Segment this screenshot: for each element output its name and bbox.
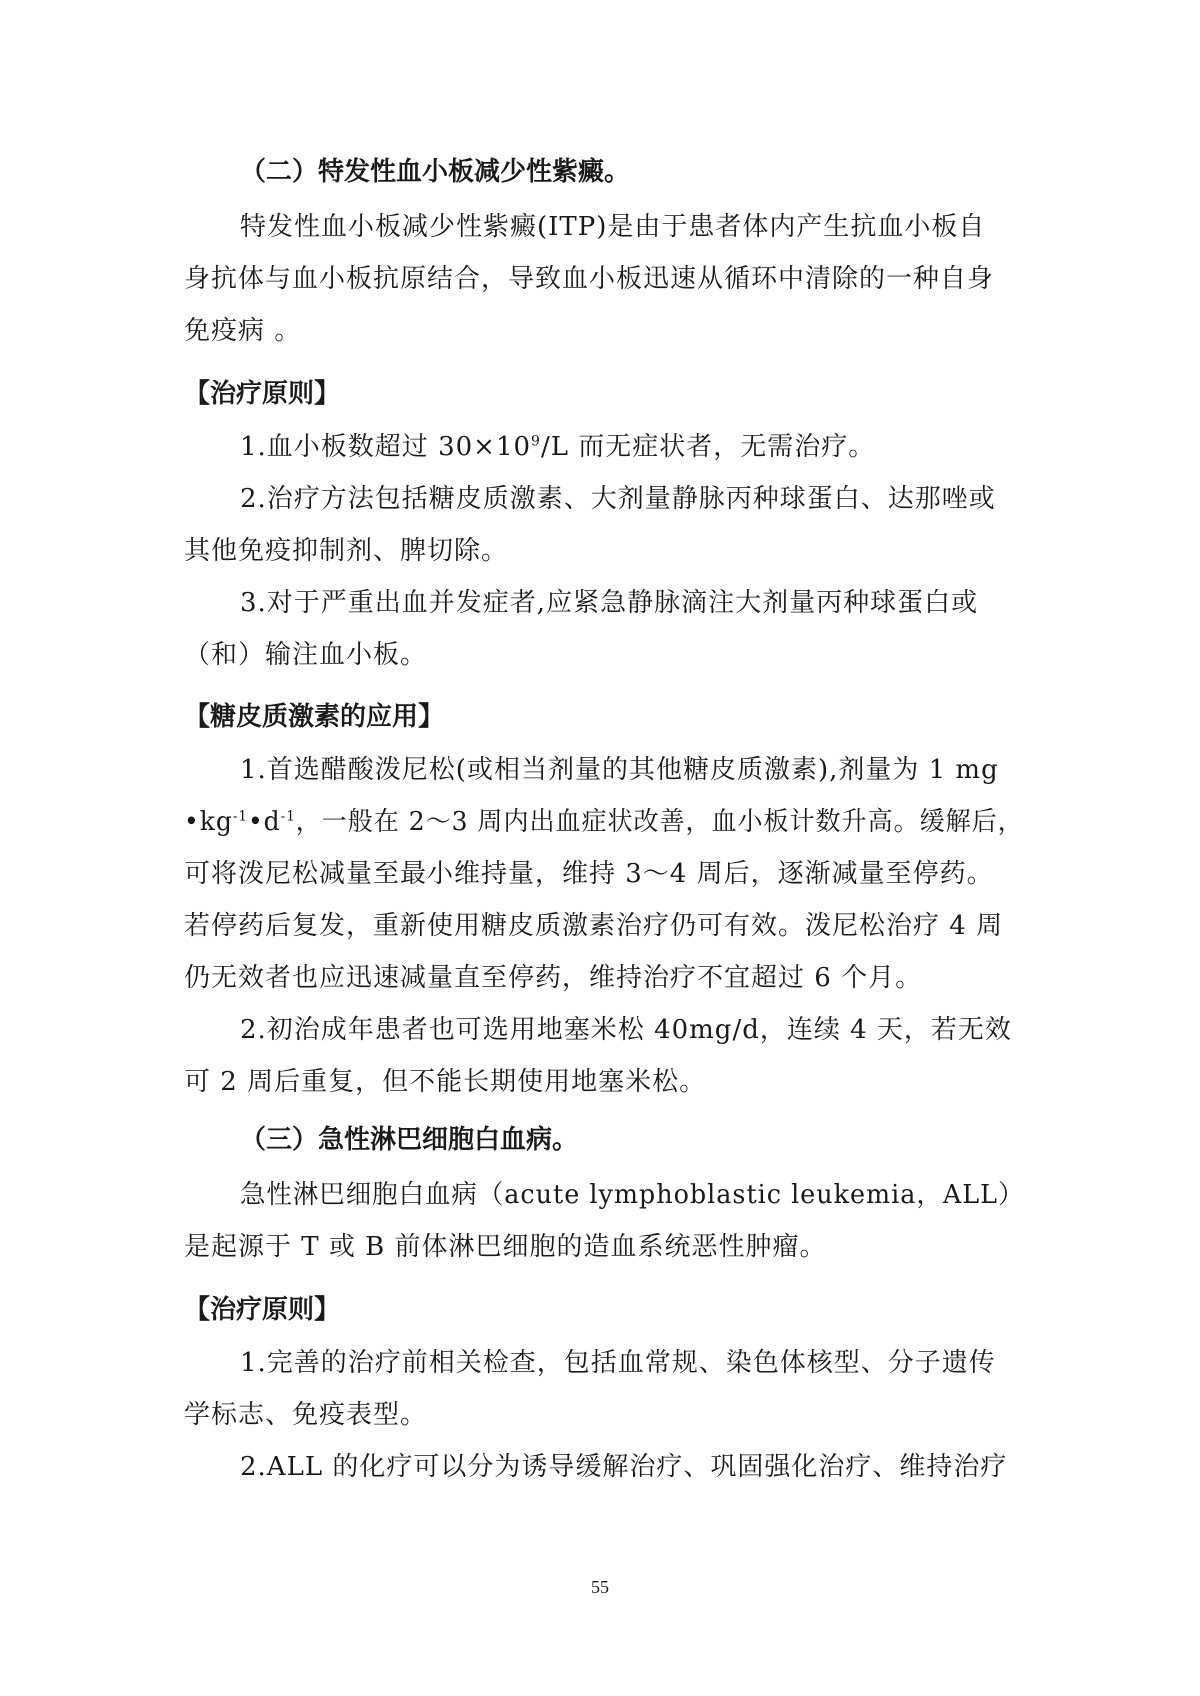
paragraph-line: 可 2 周后重复，但不能长期使用地塞米松。 [184,1067,707,1097]
paragraph-line: 1.完善的治疗前相关检查，包括血常规、染色体核型、分子遗传 [240,1348,996,1378]
paragraph-line: 1.首选醋酸泼尼松(或相当剂量的其他糖皮质激素),剂量为 1 mg [240,755,999,785]
paragraph-line: 学标志、免疫表型。 [184,1400,428,1430]
section-heading-itp: （二）特发性血小板减少性紫癜。 [240,157,631,187]
paragraph-line: 急性淋巴细胞白血病（acute lymphoblastic leukemia，ALL） [240,1180,1025,1210]
paragraph-line: （和）输注血小板。 [184,640,428,670]
paragraph-line: 若停药后复发，重新使用糖皮质激素治疗仍可有效。泼尼松治疗 4 周 [184,911,1004,941]
paragraph-line: 仍无效者也应迅速减量直至停药，维持治疗不宜超过 6 个月。 [184,963,923,993]
paragraph-line: 3.对于严重出血并发症者,应紧急静脉滴注大剂量丙种球蛋白或 [240,588,979,618]
page-number: 55 [591,1577,609,1597]
paragraph-line: 2.治疗方法包括糖皮质激素、大剂量静脉丙种球蛋白、达那唑或 [240,484,996,514]
paragraph-line: 免疫病 。 [184,316,302,346]
paragraph-line: $•kg^{-1}•d^{-1}$，一般在 2～3 周内出血症状改善，血小板计数升高。缓解后， [184,807,1024,837]
steroid-use-heading: 【糖皮质激素的应用】 [184,702,445,732]
paragraph-line: 2.ALL 的化疗可以分为诱导缓解治疗、巩固强化治疗、维持治疗 [240,1452,1008,1482]
treatment-principles-heading: 【治疗原则】 [184,379,341,409]
paragraph-line: 特发性血小板减少性紫癜(ITP)是由于患者体内产生抗血小板自 [240,212,986,242]
paragraph-line: 2.初治成年患者也可选用地塞米松 40mg/d，连续 4 天，若无效 [240,1015,1012,1045]
paragraph-line: 其他免疫抑制剂、脾切除。 [184,536,509,566]
paragraph-line: 可将泼尼松减量至最小维持量，维持 3～4 周后，逐渐减量至停药。 [184,859,994,889]
paragraph-line: 身抗体与血小板抗原结合，导致血小板迅速从循环中清除的一种自身 [184,264,995,294]
paragraph-line: 1.血小板数超过 $30\times 10^9/L$ 而无症状者，无需治疗。 [240,432,876,462]
section-heading-all: （三）急性淋巴细胞白血病。 [240,1125,579,1155]
treatment-principles-heading: 【治疗原则】 [184,1295,341,1325]
paragraph-line: 是起源于 T 或 B 前体淋巴细胞的造血系统恶性肿瘤。 [184,1232,827,1262]
